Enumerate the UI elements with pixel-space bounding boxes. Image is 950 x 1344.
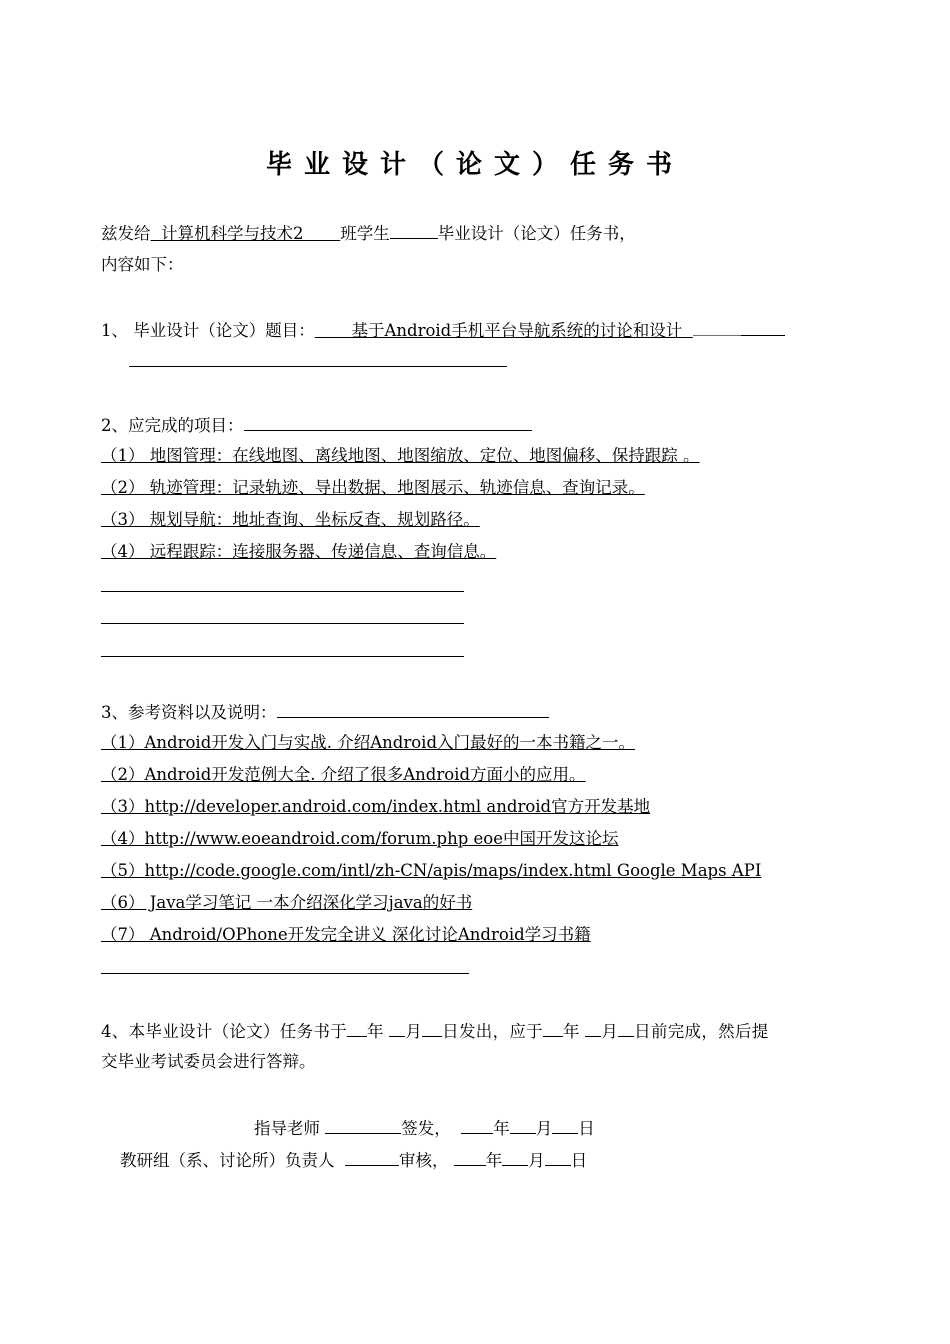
reference-item: （4）http://www.eoeandroid.com/forum.php eoe中国开发这论坛 — [101, 829, 619, 848]
blank-rule — [101, 623, 464, 624]
blank-rule — [101, 591, 464, 592]
document-title: 毕业设计（论文）任务书 — [265, 150, 684, 180]
advisor-signature-line: 指导老师 签发， 年 月 日 — [254, 1116, 595, 1140]
topic-blank — [741, 318, 785, 336]
reference-item: （1）Android开发入门与实战. 介绍Android入门最好的一本书籍之一。 — [101, 733, 636, 752]
advisor-name-blank — [325, 1116, 401, 1134]
student-name-blank — [390, 221, 438, 239]
project-item: （2） 轨迹管理：记录轨迹、导出数据、地图展示、轨迹信息、查询记录。 — [101, 478, 645, 497]
head-name-blank — [345, 1148, 399, 1166]
section2-label: 2、应完成的项目： — [101, 416, 244, 435]
issue-month-blank — [389, 1019, 405, 1037]
reference-item: （7） Android/OPhone开发完全讲义 深化讨论Android学习书籍 — [101, 925, 591, 944]
reference-item: （3）http://developer.android.com/index.html android官方开发基地 — [101, 797, 651, 816]
head-day-blank — [545, 1148, 571, 1166]
intro-prefix: 兹发给 — [101, 224, 151, 243]
head-month-blank — [502, 1148, 528, 1166]
head-year-blank — [454, 1148, 486, 1166]
reference-item: （6） Java学习笔记 一本介绍深化学习java的好书 — [101, 893, 473, 912]
section4-line-2: 交毕业考试委员会进行答辩。 — [101, 1052, 316, 1071]
intro-line — [101, 221, 636, 245]
intro-suffix: 毕业设计（论文）任务书， — [437, 224, 636, 243]
advisor-year-blank — [461, 1116, 493, 1134]
due-month-blank — [585, 1019, 601, 1037]
section2-line — [101, 413, 532, 437]
section3-line — [101, 700, 549, 724]
advisor-label: 指导老师 — [254, 1119, 320, 1138]
reference-item: （5）http://code.google.com/intl/zh-CN/apis/maps/index.html Google Maps API — [101, 861, 762, 880]
section2-blank — [244, 413, 532, 431]
class-suffix: 班学生 — [340, 224, 390, 243]
topic-blank-green — [693, 318, 741, 336]
advisor-day-blank — [552, 1116, 578, 1134]
project-item: （3） 规划导航：地址查询、坐标反查、规划路径。 — [101, 510, 480, 529]
reference-item: （2）Android开发范例大全. 介绍了很多Android方面小的应用。 — [101, 765, 586, 784]
issue-year-blank — [347, 1019, 367, 1037]
blank-rule — [101, 973, 469, 974]
blank-rule — [101, 656, 464, 657]
advisor-month-blank — [510, 1116, 536, 1134]
intro-line-2: 内容如下： — [101, 255, 184, 274]
thesis-topic: 基于Android手机平台导航系统的讨论和设计 — [351, 321, 683, 340]
due-year-blank — [543, 1019, 563, 1037]
head-signature-line: 教研组（系、讨论所）负责人 审核， 年 月 日 — [120, 1148, 587, 1172]
section3-blank — [277, 700, 549, 718]
issue-day-blank — [422, 1019, 442, 1037]
section3-label: 3、参考资料以及说明： — [101, 703, 277, 722]
project-item: （1） 地图管理：在线地图、离线地图、地图缩放、定位、地图偏移、保持跟踪 。 — [101, 446, 700, 465]
class-name: 计算机科学与技术2 — [161, 224, 304, 243]
section1-line — [101, 318, 785, 342]
section4-line: 4、本毕业设计（论文）任务书于 年 月 日发出，应于 年 月 日前完成，然后提 — [101, 1019, 769, 1043]
project-item: （4） 远程跟踪：连接服务器、传递信息、查询信息。 — [101, 542, 497, 561]
head-label: 教研组（系、讨论所）负责人 — [120, 1151, 335, 1170]
section1-label: 1、 毕业设计（论文）题目： — [101, 321, 315, 340]
topic-continuation-rule — [129, 366, 507, 367]
due-day-blank — [618, 1019, 634, 1037]
